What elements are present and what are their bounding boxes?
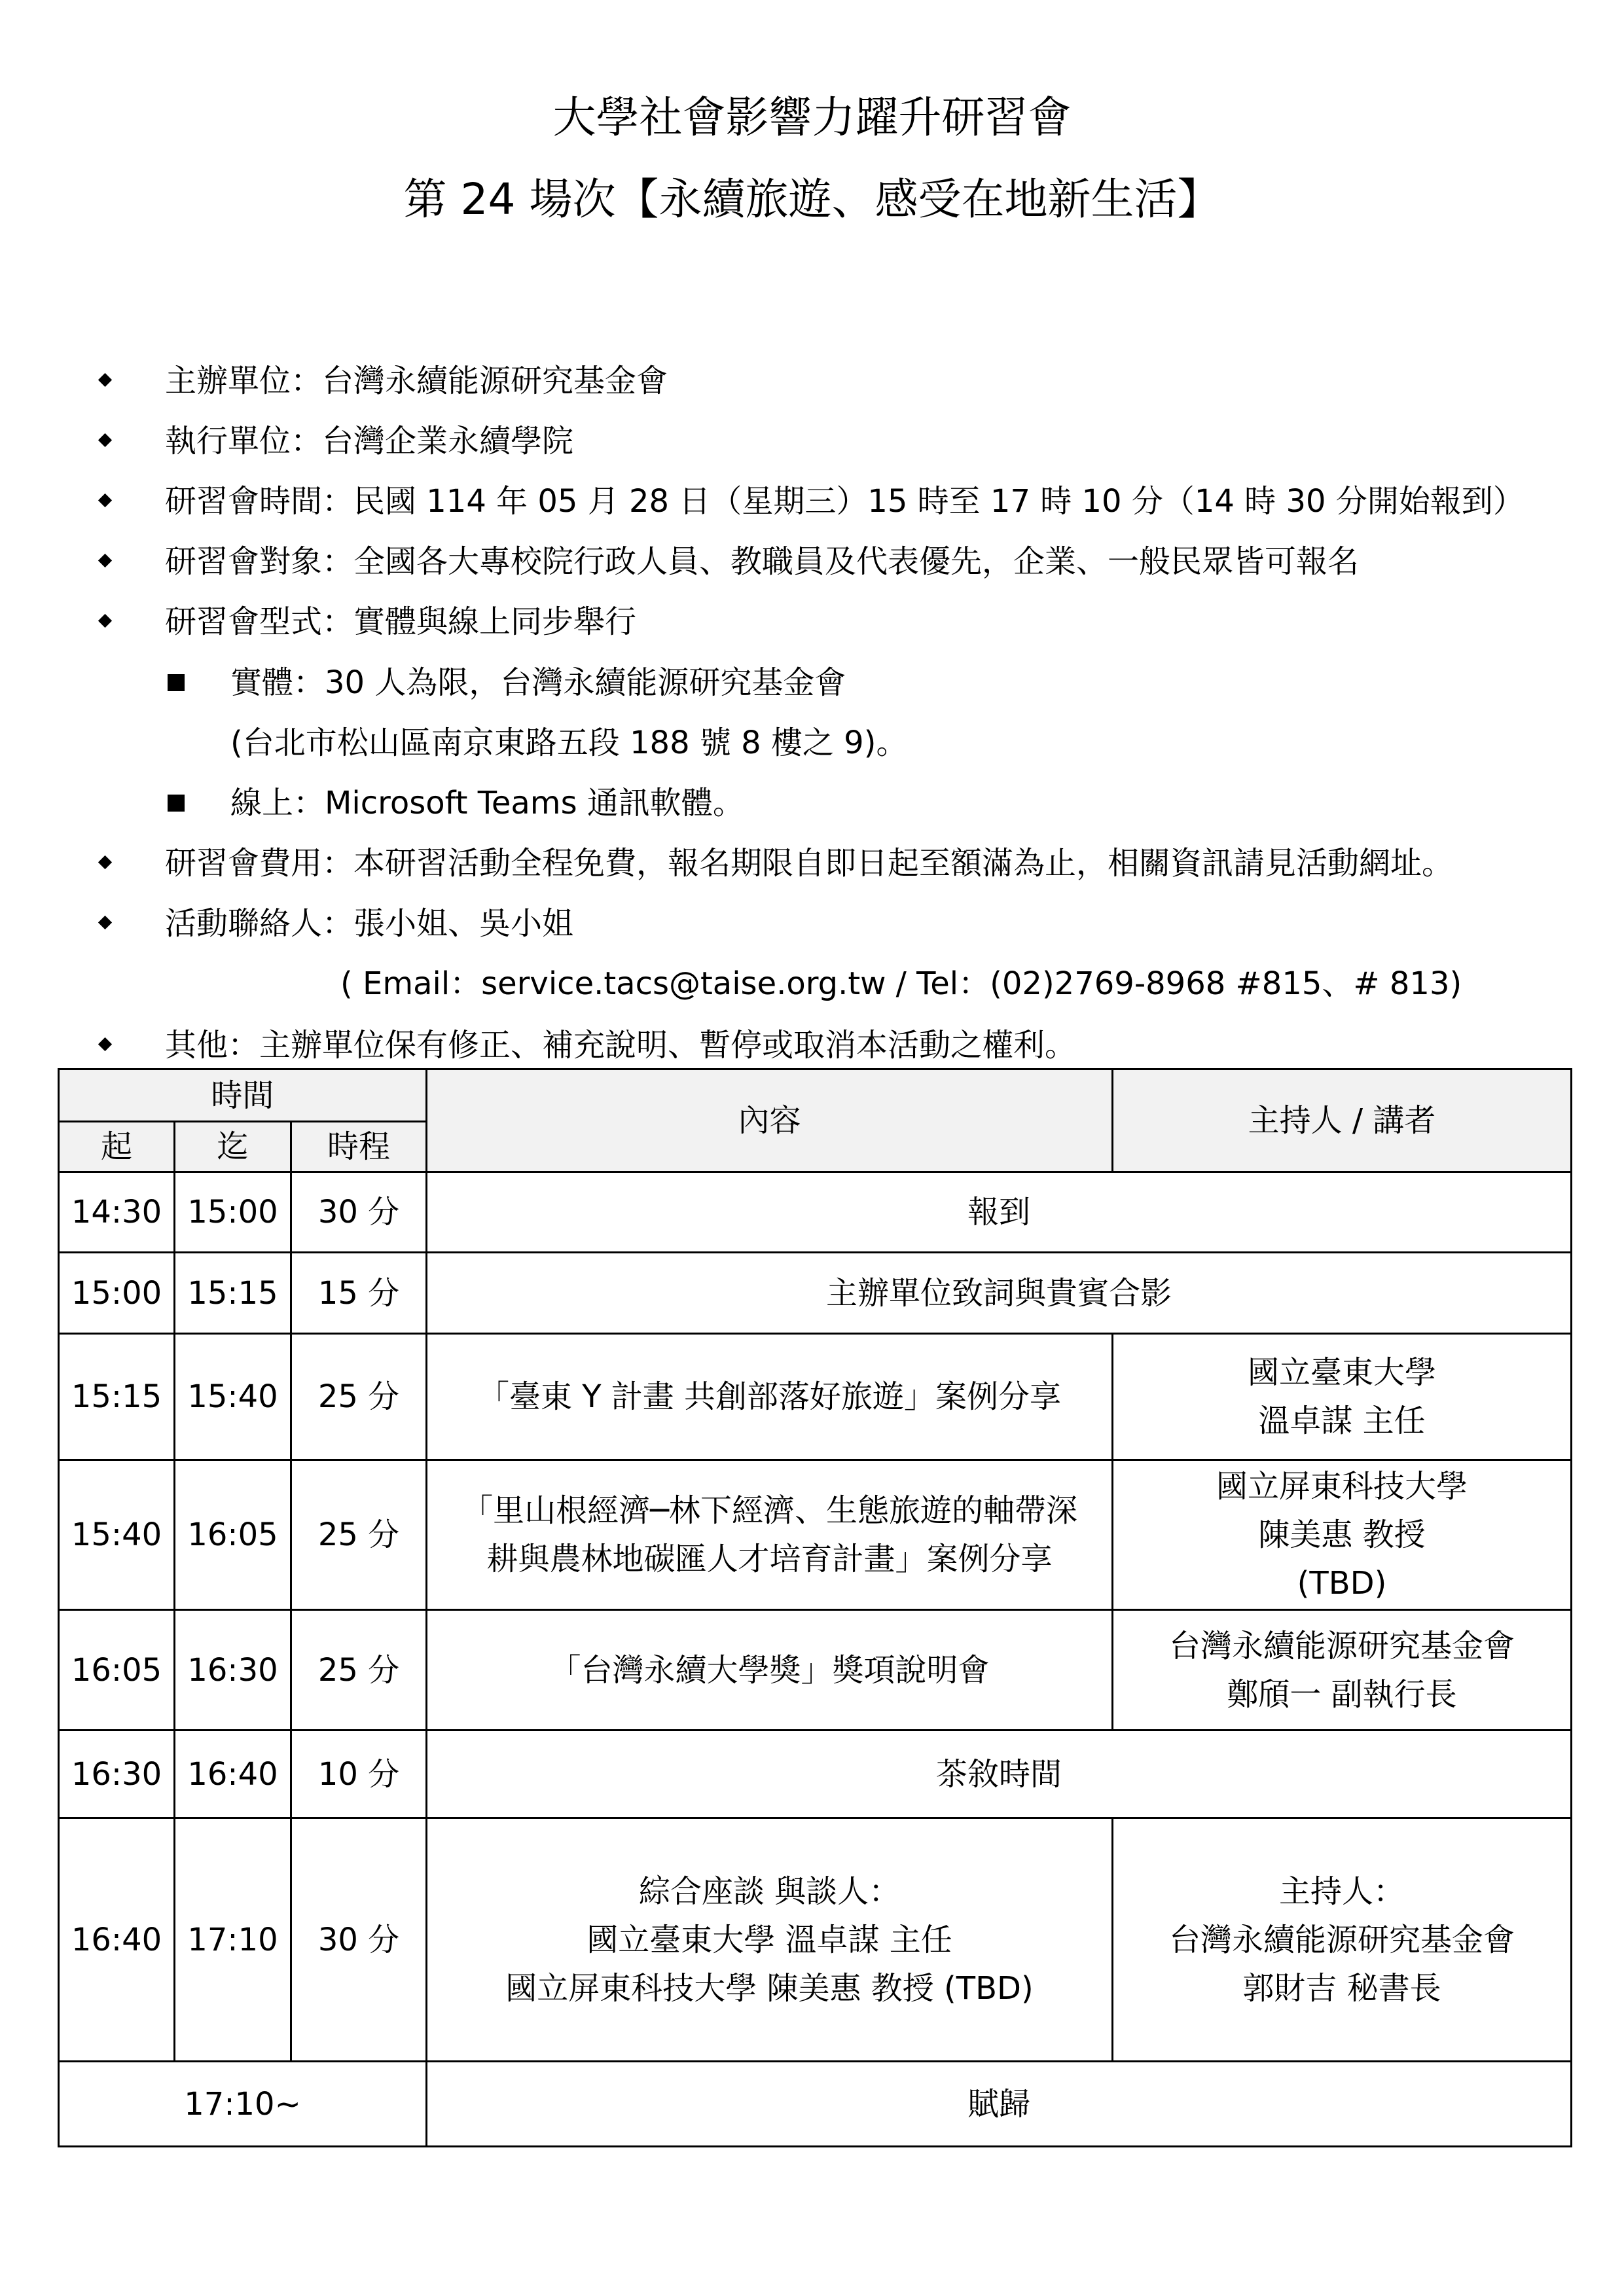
bullet-diamond-icon: [98, 493, 112, 507]
bullet-diamond-icon: [98, 916, 112, 929]
row-end: 15:00: [175, 1172, 291, 1253]
row-duration: 15 分: [291, 1253, 427, 1334]
row-start: 16:30: [59, 1731, 175, 1818]
row-duration: 30 分: [291, 1172, 427, 1253]
host-line: 郭財吉 秘書長: [1242, 1969, 1441, 2007]
page-title: 大學社會影響力躍升研習會: [552, 92, 1072, 143]
organizer-line: 主辦單位：台灣永續能源研究基金會: [165, 363, 668, 399]
host-line: 國立臺東大學: [1248, 1354, 1437, 1391]
row-content: [427, 1731, 1572, 1818]
row-duration: 10 分: [291, 1731, 427, 1818]
host-line: 鄭頎一 副執行長: [1227, 1676, 1457, 1713]
row-end: 16:40: [175, 1731, 291, 1818]
host-line: 溫卓謀 主任: [1258, 1403, 1426, 1439]
session-title: 第 24 場次【永續旅遊、感受在地新生活】: [403, 174, 1221, 224]
row-start: 15:15: [59, 1334, 175, 1460]
row-duration: 25 分: [291, 1334, 427, 1460]
content-line: 茶敘時間: [936, 1755, 1062, 1793]
header-start: 起: [59, 1122, 175, 1172]
closing-content: 賦歸: [427, 2062, 1572, 2147]
content-line: 「里山根經濟─林下經濟、生態旅遊的軸帶深: [461, 1492, 1077, 1529]
host-line: 陳美惠 教授: [1258, 1516, 1426, 1553]
other-line: 其他：主辦單位保有修正、補充說明、暫停或取消本活動之權利。: [165, 1027, 1077, 1064]
header-time: 時間: [59, 1069, 427, 1122]
host-line: 國立屏東科技大學: [1216, 1468, 1468, 1505]
content-line: 報到: [967, 1194, 1031, 1230]
row-content: [427, 1334, 1113, 1460]
contact-detail-line: ( Email：service.tacs@taise.org.tw / Tel：(02)2769-8968 #815、# 813): [340, 965, 1462, 1002]
row-start: 15:40: [59, 1460, 175, 1610]
row-end: 17:10: [175, 1818, 291, 2062]
table-row: [59, 1172, 1572, 1253]
row-start: 16:40: [59, 1818, 175, 2062]
header-duration: 時程: [291, 1122, 427, 1172]
row-start: 15:00: [59, 1253, 175, 1334]
row-end: 15:15: [175, 1253, 291, 1334]
content-line: 耕與農林地碳匯人才培育計畫」案例分享: [486, 1541, 1053, 1577]
content-line: 「台灣永續大學獎」獎項說明會: [549, 1651, 990, 1689]
schedule-table: [58, 1068, 1572, 2147]
bullet-diamond-icon: [98, 373, 112, 387]
row-host: [1113, 1460, 1572, 1610]
table-row: [59, 1818, 1572, 2062]
closing-row: [59, 2062, 1572, 2147]
content-line: 綜合座談 與談人：: [638, 1873, 901, 1910]
content-line: 國立臺東大學 溫卓謀 主任: [586, 1921, 952, 1958]
online-line: 線上：Microsoft Teams 通訊軟體。: [230, 785, 744, 821]
table-row: [59, 1253, 1572, 1334]
header-host: 主持人 / 講者: [1113, 1069, 1572, 1172]
row-start: 16:05: [59, 1610, 175, 1731]
row-start: 14:30: [59, 1172, 175, 1253]
content-line: 國立屏東科技大學 陳美惠 教授 (TBD): [505, 1969, 1034, 2007]
table-row: [59, 1731, 1572, 1818]
content-line: 「臺東 Y 計畫 共創部落好旅遊」案例分享: [477, 1378, 1062, 1415]
bullet-diamond-icon: [98, 433, 112, 447]
row-end: 15:40: [175, 1334, 291, 1460]
audience-line: 研習會對象：全國各大專校院行政人員、教職員及代表優先，企業、一般民眾皆可報名: [165, 543, 1360, 580]
host-line: 台灣永續能源研究基金會: [1169, 1627, 1515, 1664]
host-line: 主持人：: [1279, 1873, 1405, 1910]
row-host: [1113, 1818, 1572, 2062]
bullet-diamond-icon: [98, 614, 112, 628]
table-row: [59, 1460, 1572, 1610]
fee-line: 研習會費用：本研習活動全程免費，報名期限自即日起至額滿為止，相關資訊請見活動網址。: [165, 845, 1454, 882]
content-line: 主辦單位致詞與貴賓合影: [826, 1274, 1172, 1312]
format-line: 研習會型式：實體與線上同步舉行: [165, 603, 637, 640]
row-content: [427, 1610, 1113, 1731]
row-content: [427, 1818, 1113, 2062]
row-duration: 30 分: [291, 1818, 427, 2062]
bullet-diamond-icon: [98, 554, 112, 567]
row-end: 16:05: [175, 1460, 291, 1610]
host-line: (TBD): [1297, 1565, 1387, 1602]
bullet-square-icon: [168, 795, 185, 812]
address-line: (台北市松山區南京東路五段 188 號 8 樓之 9)。: [230, 725, 908, 761]
row-host: [1113, 1334, 1572, 1460]
physical-line: 實體：30 人為限，台灣永續能源研究基金會: [230, 664, 846, 701]
bullet-diamond-icon: [98, 855, 112, 869]
contact-line: 活動聯絡人：張小姐、吳小姐: [165, 905, 574, 942]
closing-time: 17:10~: [59, 2062, 427, 2147]
row-content: [427, 1253, 1572, 1334]
time-line: 研習會時間：民國 114 年 05 月 28 日（星期三）15 時至 17 時 10 分（14 時 30 分開始報到）: [165, 483, 1525, 520]
host-line: 台灣永續能源研究基金會: [1169, 1921, 1515, 1958]
table-row: [59, 1334, 1572, 1460]
row-content: [427, 1460, 1113, 1610]
executor-line: 執行單位：台灣企業永續學院: [165, 423, 574, 459]
row-content: [427, 1172, 1572, 1253]
row-host: [1113, 1610, 1572, 1731]
row-duration: 25 分: [291, 1610, 427, 1731]
bullet-diamond-icon: [98, 1037, 112, 1051]
header-end: 迄: [175, 1122, 291, 1172]
bullet-square-icon: [168, 674, 185, 691]
header-content: 內容: [427, 1069, 1113, 1172]
row-duration: 25 分: [291, 1460, 427, 1610]
row-end: 16:30: [175, 1610, 291, 1731]
table-row: [59, 1610, 1572, 1731]
